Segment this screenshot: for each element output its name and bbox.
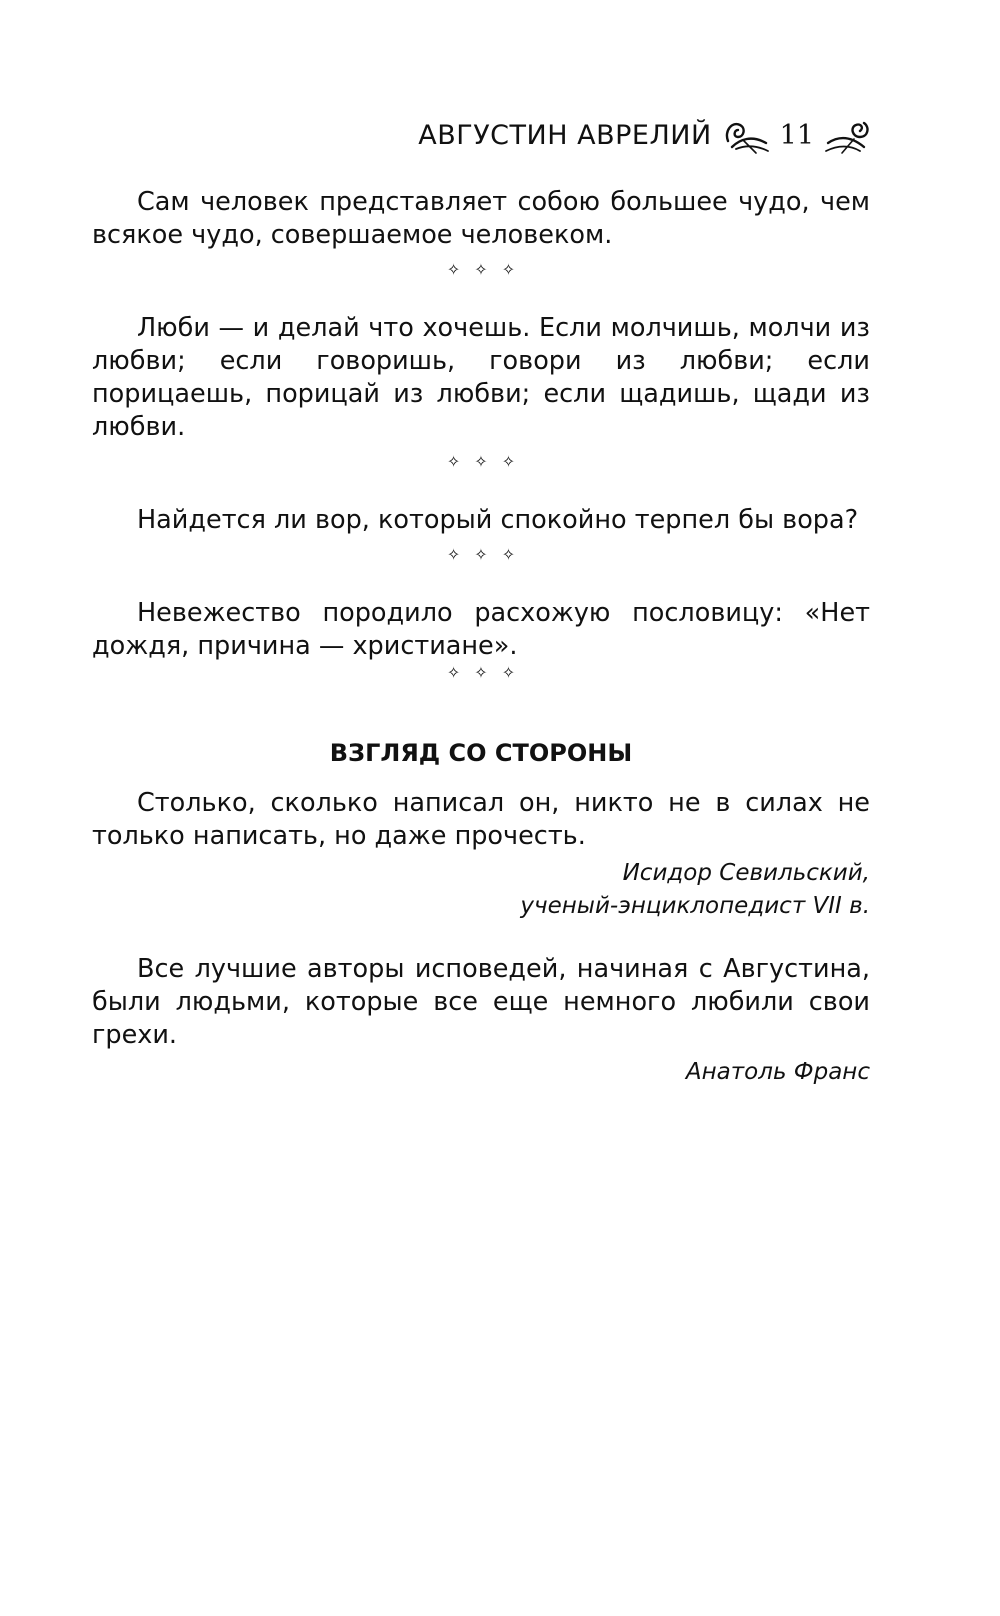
attribution-author: Анатоль Франс xyxy=(685,1059,870,1085)
left-ornament-icon xyxy=(722,115,770,155)
section-heading: ВЗГЛЯД СО СТОРОНЫ xyxy=(329,739,633,767)
star-icon: ✧ xyxy=(501,260,530,279)
page-number: 11 xyxy=(779,119,814,151)
star-icon: ✧ xyxy=(446,452,475,471)
attribution-note: ученый-энциклопедист VII в. xyxy=(520,893,870,919)
separator-stars xyxy=(106,537,870,573)
quote-paragraph: Сам человек представляет собою большее чудо, чем всякое чудо, совершаемое человеком. xyxy=(92,187,870,250)
star-icon: ✧ xyxy=(446,260,475,279)
star-icon: ✧ xyxy=(501,452,530,471)
star-icon: ✧ xyxy=(474,545,502,564)
star-icon: ✧ xyxy=(474,663,502,682)
star-icon: ✧ xyxy=(446,545,475,564)
running-header xyxy=(418,110,872,160)
star-icon: ✧ xyxy=(446,663,475,682)
star-icon: ✧ xyxy=(501,545,530,564)
opinion-paragraph: Столько, сколько написал он, никто не в силах не только написать, но даже прочесть. xyxy=(92,788,870,851)
star-icon: ✧ xyxy=(474,452,502,471)
opinion-paragraph: Все лучшие авторы исповедей, начиная с Августина, были людьми, которые все еще немного любили свои грехи. xyxy=(92,954,870,1050)
page-content xyxy=(92,186,870,1089)
quote-paragraph: Невежество породило расхожую пословицу: «Нет дождя, причина — христиане». xyxy=(92,598,870,661)
quote-paragraph: Найдется ли вор, который спокойно терпел бы вора? xyxy=(137,505,859,535)
quote-paragraph: Люби — и делай что хочешь. Если молчишь, молчи из любви; если говоришь, говори из любви; если порицаешь, порицай из любви; если щадишь, щади из любви. xyxy=(92,313,870,442)
star-icon: ✧ xyxy=(474,260,502,279)
attribution-author: Исидор Севильский, xyxy=(622,860,870,886)
separator-stars xyxy=(106,444,870,480)
star-icon: ✧ xyxy=(501,663,530,682)
separator-stars xyxy=(106,252,870,288)
header-title: АВГУСТИН АВРЕЛИЙ xyxy=(418,119,712,151)
right-ornament-icon xyxy=(824,115,872,155)
